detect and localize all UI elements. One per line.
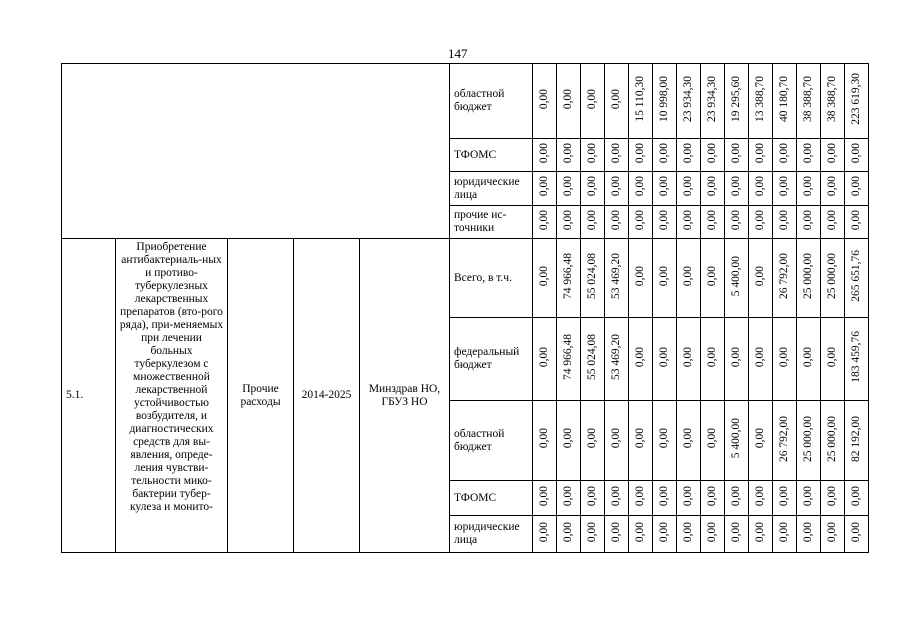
- value-cell: [653, 516, 677, 553]
- value-text: 0,00: [586, 485, 598, 507]
- value-text: 0,00: [562, 209, 574, 231]
- value-cell: [749, 206, 773, 239]
- value-text: 0,00: [586, 428, 598, 449]
- value-text: 0,00: [706, 485, 718, 507]
- value-cell: [845, 401, 869, 481]
- value-text: 0,00: [562, 176, 574, 197]
- value-cell: [533, 172, 557, 206]
- value-text: 0,00: [730, 142, 742, 164]
- value-cell: [533, 139, 557, 172]
- value-cell: [605, 481, 629, 516]
- value-cell: [821, 516, 845, 553]
- value-cell: [797, 239, 821, 318]
- value-cell: [629, 64, 653, 139]
- value-cell: [773, 516, 797, 553]
- value-text: 0,00: [706, 346, 718, 368]
- value-text: 0,00: [634, 428, 646, 449]
- value-text: 0,00: [706, 142, 718, 164]
- page-number: 147: [448, 46, 468, 61]
- value-text: 223 619,30: [850, 73, 862, 125]
- value-text: 0,00: [706, 176, 718, 197]
- value-cell: [653, 318, 677, 401]
- value-cell: [701, 516, 725, 553]
- value-text: 0,00: [538, 209, 550, 231]
- value-text: 23 934,30: [682, 76, 694, 122]
- value-text: 0,00: [754, 346, 766, 368]
- value-text: 0,00: [658, 485, 670, 507]
- value-cell: [581, 64, 605, 139]
- value-cell: [629, 401, 653, 481]
- value-cell: [701, 172, 725, 206]
- value-text: 0,00: [634, 142, 646, 164]
- funding-source: ТФОМС: [450, 139, 533, 172]
- budget-table: [61, 63, 869, 553]
- value-text: 0,00: [538, 428, 550, 449]
- value-text: 0,00: [610, 521, 622, 543]
- value-cell: [773, 139, 797, 172]
- value-text: 0,00: [730, 176, 742, 197]
- value-text: 0,00: [586, 88, 598, 110]
- value-cell: [845, 239, 869, 318]
- value-cell: [821, 239, 845, 318]
- value-cell: [557, 516, 581, 553]
- value-cell: [797, 516, 821, 553]
- value-text: 0,00: [634, 209, 646, 231]
- value-text: 38 388,70: [826, 76, 838, 122]
- value-cell: [581, 401, 605, 481]
- value-cell: [701, 139, 725, 172]
- value-text: 0,00: [826, 209, 838, 231]
- value-cell: [797, 206, 821, 239]
- value-cell: [749, 516, 773, 553]
- value-text: 0,00: [610, 209, 622, 231]
- value-cell: [701, 64, 725, 139]
- value-cell: [605, 172, 629, 206]
- value-text: 0,00: [826, 346, 838, 368]
- value-text: 265 651,76: [850, 250, 862, 302]
- value-text: 0,00: [538, 521, 550, 543]
- value-cell: [725, 401, 749, 481]
- value-text: 0,00: [826, 176, 838, 197]
- value-text: 183 459,76: [850, 331, 862, 383]
- value-cell: [629, 516, 653, 553]
- value-cell: [773, 64, 797, 139]
- value-cell: [821, 481, 845, 516]
- value-text: 38 388,70: [802, 76, 814, 122]
- value-cell: [629, 139, 653, 172]
- value-cell: [749, 239, 773, 318]
- value-cell: [533, 481, 557, 516]
- value-text: 0,00: [706, 265, 718, 287]
- value-text: 0,00: [562, 521, 574, 543]
- value-cell: [605, 516, 629, 553]
- value-text: 0,00: [658, 142, 670, 164]
- value-cell: [845, 481, 869, 516]
- value-cell: [581, 516, 605, 553]
- value-text: 13 388,70: [754, 76, 766, 122]
- funding-source: прочие ис-точники: [450, 206, 533, 239]
- value-cell: [677, 139, 701, 172]
- value-text: 0,00: [538, 142, 550, 164]
- value-text: 0,00: [658, 521, 670, 543]
- funding-source: федеральный бюджет: [450, 318, 533, 401]
- value-text: 0,00: [682, 209, 694, 231]
- value-cell: [797, 139, 821, 172]
- value-cell: [797, 172, 821, 206]
- value-cell: [629, 481, 653, 516]
- period: 2014-2025: [294, 239, 360, 553]
- value-text: 0,00: [730, 209, 742, 231]
- value-text: 0,00: [706, 428, 718, 449]
- value-text: 0,00: [538, 176, 550, 197]
- value-text: 0,00: [754, 176, 766, 197]
- value-cell: [749, 172, 773, 206]
- value-text: 0,00: [754, 265, 766, 287]
- value-text: 0,00: [730, 521, 742, 543]
- value-cell: [629, 206, 653, 239]
- value-text: 0,00: [538, 485, 550, 507]
- value-text: 0,00: [778, 346, 790, 368]
- value-cell: [629, 172, 653, 206]
- value-text: 0,00: [682, 142, 694, 164]
- value-text: 0,00: [658, 176, 670, 197]
- value-cell: [605, 318, 629, 401]
- value-cell: [749, 481, 773, 516]
- executor: Минздрав НО, ГБУЗ НО: [360, 239, 450, 553]
- value-text: 15 110,30: [634, 76, 646, 122]
- value-text: 0,00: [682, 176, 694, 197]
- value-cell: [653, 139, 677, 172]
- value-cell: [653, 64, 677, 139]
- value-text: 0,00: [754, 428, 766, 449]
- value-text: 74 966,48: [562, 253, 574, 299]
- value-cell: [821, 401, 845, 481]
- value-cell: [581, 139, 605, 172]
- value-text: 0,00: [634, 485, 646, 507]
- value-text: 0,00: [610, 485, 622, 507]
- value-cell: [749, 318, 773, 401]
- value-text: 0,00: [634, 176, 646, 197]
- value-cell: [725, 172, 749, 206]
- value-text: 0,00: [802, 209, 814, 231]
- value-text: 82 192,00: [850, 415, 862, 462]
- value-text: 0,00: [730, 346, 742, 368]
- value-text: 0,00: [826, 485, 838, 507]
- value-text: 0,00: [538, 346, 550, 368]
- value-cell: [701, 401, 725, 481]
- value-text: 0,00: [706, 521, 718, 543]
- value-cell: [701, 481, 725, 516]
- value-text: 0,00: [754, 142, 766, 164]
- value-cell: [677, 239, 701, 318]
- value-cell: [557, 318, 581, 401]
- value-cell: [677, 516, 701, 553]
- value-cell: [533, 401, 557, 481]
- funding-source: ТФОМС: [450, 481, 533, 516]
- value-text: 0,00: [778, 209, 790, 231]
- value-text: 0,00: [658, 265, 670, 287]
- value-cell: [605, 139, 629, 172]
- value-cell: [581, 239, 605, 318]
- value-cell: [749, 401, 773, 481]
- value-cell: [677, 318, 701, 401]
- value-text: 0,00: [682, 521, 694, 543]
- value-cell: [677, 206, 701, 239]
- value-text: 0,00: [802, 485, 814, 507]
- value-text: 0,00: [538, 265, 550, 287]
- value-text: 0,00: [826, 142, 838, 164]
- value-cell: [797, 481, 821, 516]
- value-text: 0,00: [658, 428, 670, 449]
- value-cell: [629, 318, 653, 401]
- table-row: [62, 239, 869, 318]
- value-cell: [725, 239, 749, 318]
- value-cell: [701, 206, 725, 239]
- table-row: [62, 64, 869, 139]
- value-text: 0,00: [682, 265, 694, 287]
- value-text: 10 998,00: [658, 76, 670, 122]
- item-number: 5.1.: [62, 239, 116, 553]
- funding-source: юридические лица: [450, 516, 533, 553]
- value-text: 0,00: [610, 428, 622, 449]
- value-cell: [653, 239, 677, 318]
- value-text: 0,00: [850, 521, 862, 543]
- value-cell: [797, 401, 821, 481]
- value-text: 0,00: [850, 209, 862, 231]
- value-cell: [557, 481, 581, 516]
- value-text: 25 000,00: [826, 415, 838, 462]
- value-cell: [653, 206, 677, 239]
- value-text: 40 180,70: [778, 76, 790, 122]
- value-cell: [605, 401, 629, 481]
- item-name: Приобретение антибактериаль-ных и противо-туберкулезных лекарственных препаратов (вто-рого ряда), при-меняемых при лечении больных туберкулезом с множественной лекарственной устойчивостью возбудителя, и диагностических средств для вы-явления, опреде-ления чувстви-тельности мико-бактерии тубер-кулеза и монито-: [116, 239, 228, 553]
- value-cell: [821, 172, 845, 206]
- value-text: 0,00: [682, 346, 694, 368]
- value-text: 0,00: [538, 88, 550, 110]
- value-text: 0,00: [778, 485, 790, 507]
- funding-source: областной бюджет: [450, 64, 533, 139]
- value-text: 55 024,08: [586, 334, 598, 380]
- value-text: 0,00: [562, 142, 574, 164]
- value-text: 0,00: [754, 521, 766, 543]
- value-cell: [773, 172, 797, 206]
- value-cell: [749, 64, 773, 139]
- value-cell: [725, 481, 749, 516]
- value-text: 0,00: [634, 265, 646, 287]
- value-cell: [725, 64, 749, 139]
- value-text: 0,00: [610, 142, 622, 164]
- value-cell: [725, 139, 749, 172]
- value-cell: [677, 481, 701, 516]
- value-cell: [605, 239, 629, 318]
- value-text: 0,00: [850, 142, 862, 164]
- value-text: 55 024,08: [586, 253, 598, 299]
- value-cell: [557, 239, 581, 318]
- funding-source: Всего, в т.ч.: [450, 239, 533, 318]
- blank-merged-cell: [62, 64, 450, 239]
- value-text: 26 792,00: [778, 253, 790, 299]
- value-cell: [581, 206, 605, 239]
- value-text: 19 295,60: [730, 76, 742, 122]
- value-cell: [653, 481, 677, 516]
- value-cell: [557, 64, 581, 139]
- value-text: 0,00: [802, 346, 814, 368]
- value-text: 0,00: [754, 485, 766, 507]
- value-text: 0,00: [562, 485, 574, 507]
- value-text: 0,00: [586, 209, 598, 231]
- value-cell: [605, 64, 629, 139]
- value-text: 0,00: [778, 176, 790, 197]
- value-text: 0,00: [802, 176, 814, 197]
- value-text: 0,00: [634, 521, 646, 543]
- value-cell: [581, 481, 605, 516]
- value-text: 0,00: [778, 521, 790, 543]
- value-cell: [581, 172, 605, 206]
- value-cell: [677, 64, 701, 139]
- value-cell: [677, 401, 701, 481]
- value-cell: [533, 206, 557, 239]
- funding-source: областной бюджет: [450, 401, 533, 481]
- value-text: 26 792,00: [778, 415, 790, 462]
- value-cell: [749, 139, 773, 172]
- value-cell: [845, 139, 869, 172]
- value-text: 25 000,00: [802, 415, 814, 462]
- value-text: 0,00: [562, 88, 574, 110]
- value-text: 0,00: [802, 521, 814, 543]
- value-cell: [773, 206, 797, 239]
- value-text: 74 966,48: [562, 334, 574, 380]
- value-cell: [845, 516, 869, 553]
- value-text: 25 000,00: [826, 253, 838, 299]
- value-cell: [533, 318, 557, 401]
- value-text: 0,00: [802, 142, 814, 164]
- value-text: 0,00: [586, 176, 598, 197]
- value-cell: [653, 401, 677, 481]
- value-cell: [797, 318, 821, 401]
- value-cell: [845, 172, 869, 206]
- value-text: 5 400,00: [730, 418, 742, 459]
- value-text: 0,00: [826, 521, 838, 543]
- value-cell: [533, 64, 557, 139]
- value-cell: [533, 516, 557, 553]
- value-text: 0,00: [586, 521, 598, 543]
- value-text: 0,00: [610, 88, 622, 110]
- value-text: 0,00: [682, 485, 694, 507]
- value-cell: [533, 239, 557, 318]
- value-cell: [557, 172, 581, 206]
- value-cell: [725, 206, 749, 239]
- value-text: 0,00: [658, 346, 670, 368]
- value-cell: [773, 239, 797, 318]
- value-text: 0,00: [682, 428, 694, 449]
- value-cell: [821, 64, 845, 139]
- value-cell: [821, 206, 845, 239]
- value-text: 0,00: [754, 209, 766, 231]
- value-cell: [557, 206, 581, 239]
- value-cell: [581, 318, 605, 401]
- value-text: 53 469,20: [610, 253, 622, 299]
- value-text: 23 934,30: [706, 76, 718, 122]
- value-text: 0,00: [562, 428, 574, 449]
- value-text: 25 000,00: [802, 253, 814, 299]
- value-cell: [773, 318, 797, 401]
- value-text: 0,00: [850, 176, 862, 197]
- value-text: 0,00: [850, 485, 862, 507]
- value-text: 53 469,20: [610, 334, 622, 380]
- value-cell: [701, 318, 725, 401]
- value-cell: [701, 239, 725, 318]
- value-text: 0,00: [658, 209, 670, 231]
- funding-source: юридические лица: [450, 172, 533, 206]
- value-cell: [821, 139, 845, 172]
- value-cell: [557, 139, 581, 172]
- value-text: 5 400,00: [730, 255, 742, 297]
- value-cell: [773, 481, 797, 516]
- value-cell: [725, 318, 749, 401]
- value-cell: [845, 318, 869, 401]
- value-cell: [845, 206, 869, 239]
- value-text: 0,00: [730, 485, 742, 507]
- expense-type: Прочие расходы: [228, 239, 294, 553]
- value-cell: [677, 172, 701, 206]
- value-cell: [845, 64, 869, 139]
- value-text: 0,00: [706, 209, 718, 231]
- value-text: 0,00: [778, 142, 790, 164]
- value-text: 0,00: [586, 142, 598, 164]
- value-cell: [725, 516, 749, 553]
- value-text: 0,00: [634, 346, 646, 368]
- value-text: 0,00: [610, 176, 622, 197]
- value-cell: [653, 172, 677, 206]
- value-cell: [629, 239, 653, 318]
- value-cell: [797, 64, 821, 139]
- value-cell: [773, 401, 797, 481]
- value-cell: [821, 318, 845, 401]
- value-cell: [605, 206, 629, 239]
- value-cell: [557, 401, 581, 481]
